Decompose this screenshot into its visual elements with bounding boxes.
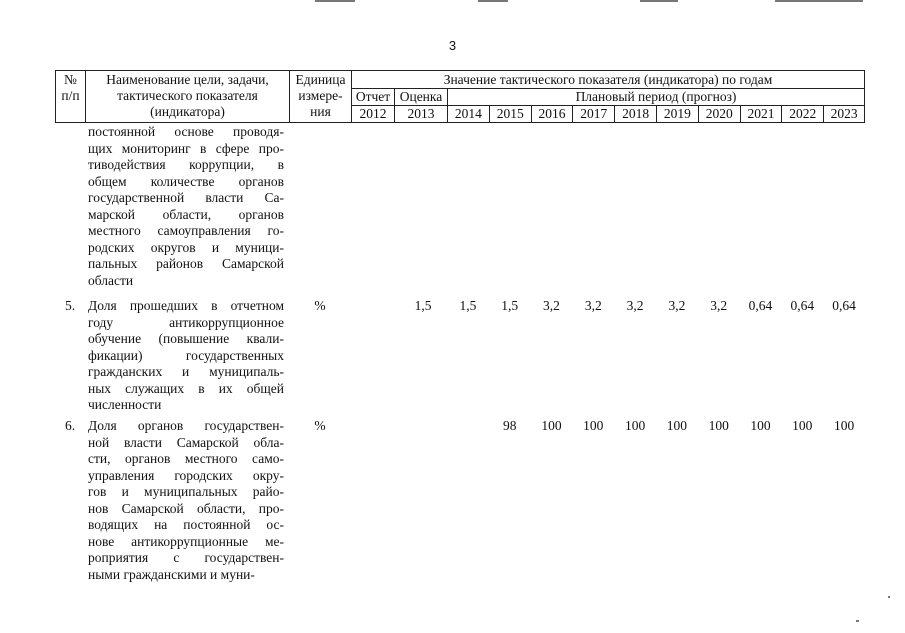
- header-plan-year: 2021: [740, 105, 783, 123]
- text-line: роприятия с государствен-: [88, 550, 284, 565]
- row-6-plan-value: 100: [541, 418, 562, 433]
- text-line: государственной власти Са-: [88, 190, 284, 205]
- header-report-label: Отчет: [351, 88, 395, 106]
- row-6-plan-value: 100: [708, 418, 729, 433]
- header-unit-line: измере-: [298, 88, 343, 103]
- header-plan-year: 2023: [823, 105, 865, 123]
- text-line: пальных районов Самарской: [88, 256, 284, 271]
- header-unit-line: ния: [310, 104, 331, 119]
- text-line: ной власти Самарской обла-: [88, 434, 284, 450]
- text-line: постоянной основе проводя-: [88, 124, 284, 139]
- header-plan-year: 2018: [614, 105, 657, 123]
- text-line: фикации) государственных: [88, 347, 284, 363]
- table-header: [55, 70, 865, 123]
- row-5-plan-value: 1,5: [501, 298, 519, 313]
- row-5-plan-value: 0,64: [748, 298, 773, 313]
- row-6-plan-value: 100: [792, 418, 813, 433]
- scan-mark: [315, 0, 355, 2]
- header-values-title: Значение тактического показателя (индикатора) по годам: [351, 70, 865, 89]
- row-5-value-2013: 1,5: [414, 298, 432, 313]
- header-name-line: тактического показателя: [117, 88, 258, 103]
- header-no-line: п/п: [61, 88, 80, 103]
- row-5-plan-value: 3,2: [543, 298, 560, 313]
- header-plan-year: 2014: [447, 105, 490, 123]
- header-name-line: Наименование цели, задачи,: [106, 72, 269, 87]
- text-line: обучение (повышение квали-: [88, 331, 284, 346]
- text-line: нов Самарской области, про-: [88, 500, 284, 516]
- row-5-plan-value: 0,64: [832, 298, 856, 313]
- scan-mark: [640, 0, 678, 2]
- text-line: управления городских окру-: [88, 467, 284, 483]
- row-6-number: 6.: [64, 418, 76, 433]
- page-number: 3: [448, 38, 457, 53]
- row-5-unit: %: [314, 298, 326, 313]
- text-line: нове антикоррупционные ме-: [88, 533, 284, 549]
- text-line: году антикоррупционное: [88, 314, 284, 330]
- text-line: Доля прошедших в отчетном: [88, 298, 284, 313]
- header-unit: [289, 70, 352, 123]
- row-5-plan-value: 3,2: [668, 298, 686, 313]
- header-report-year: 2012: [351, 105, 395, 123]
- row-5-plan-value: 3,2: [710, 298, 728, 313]
- header-plan-year: 2016: [531, 105, 574, 123]
- text-line: родских округов и муници-: [88, 239, 284, 255]
- row-5-plan-value: 3,2: [626, 298, 644, 313]
- row-5-name: [88, 298, 284, 414]
- text-line: водящих на постоянной ос-: [88, 517, 284, 532]
- row-6-plan-value: 98: [502, 418, 517, 433]
- header-name-line: (индикатора): [150, 104, 225, 119]
- row-6-plan-value: 100: [624, 418, 646, 433]
- header-name: [85, 70, 290, 123]
- text-line: ных служащих в их общей: [88, 380, 284, 396]
- row-5-plan-value: 0,64: [790, 298, 815, 313]
- text-line: местного самоуправления го-: [88, 223, 284, 238]
- row-6-plan-value: 100: [833, 418, 855, 433]
- continuation-text: [88, 124, 284, 289]
- text-line: области: [88, 272, 134, 288]
- text-line: гов и муниципальных райо-: [88, 484, 284, 499]
- text-line: общем количестве органов: [88, 173, 284, 189]
- text-line: гражданских и муниципаль-: [88, 364, 284, 379]
- header-plan-label: Плановый период (прогноз): [447, 88, 865, 106]
- text-line: тиводействия коррупции, в: [88, 157, 284, 172]
- text-line: ными гражданскими и муни-: [88, 566, 255, 582]
- row-6-plan-value: 100: [666, 418, 688, 433]
- header-plan-year: 2022: [781, 105, 824, 123]
- scan-mark: [775, 0, 863, 2]
- scan-mark: [856, 620, 859, 622]
- text-line: численности: [88, 397, 162, 412]
- row-6-plan-value: 100: [583, 418, 604, 433]
- row-5-number: 5.: [64, 298, 76, 313]
- header-plan-year: 2020: [698, 105, 741, 123]
- row-5-plan-value: 1,5: [459, 298, 477, 313]
- row-5-plan-value: 3,2: [584, 298, 602, 313]
- scan-mark: [478, 0, 508, 2]
- header-no-line: №: [64, 72, 77, 87]
- text-line: сти, органов местного само-: [88, 451, 284, 466]
- header-unit-line: Единица: [295, 72, 346, 87]
- text-line: щих мониторинг в сфере про-: [88, 140, 284, 156]
- header-estimate-year: 2013: [394, 105, 448, 123]
- header-estimate-label: Оценка: [394, 88, 448, 106]
- row-6-plan-value: 100: [750, 418, 771, 433]
- header-plan-year: 2019: [656, 105, 699, 123]
- text-line: Доля органов государствен-: [88, 418, 284, 433]
- scan-mark: [888, 596, 890, 598]
- row-6-name: [88, 418, 284, 583]
- text-line: марской области, органов: [88, 206, 284, 222]
- header-plan-year: 2015: [489, 105, 532, 123]
- row-6-unit: %: [314, 418, 326, 433]
- header-plan-year: 2017: [572, 105, 615, 123]
- header-no: [55, 70, 86, 123]
